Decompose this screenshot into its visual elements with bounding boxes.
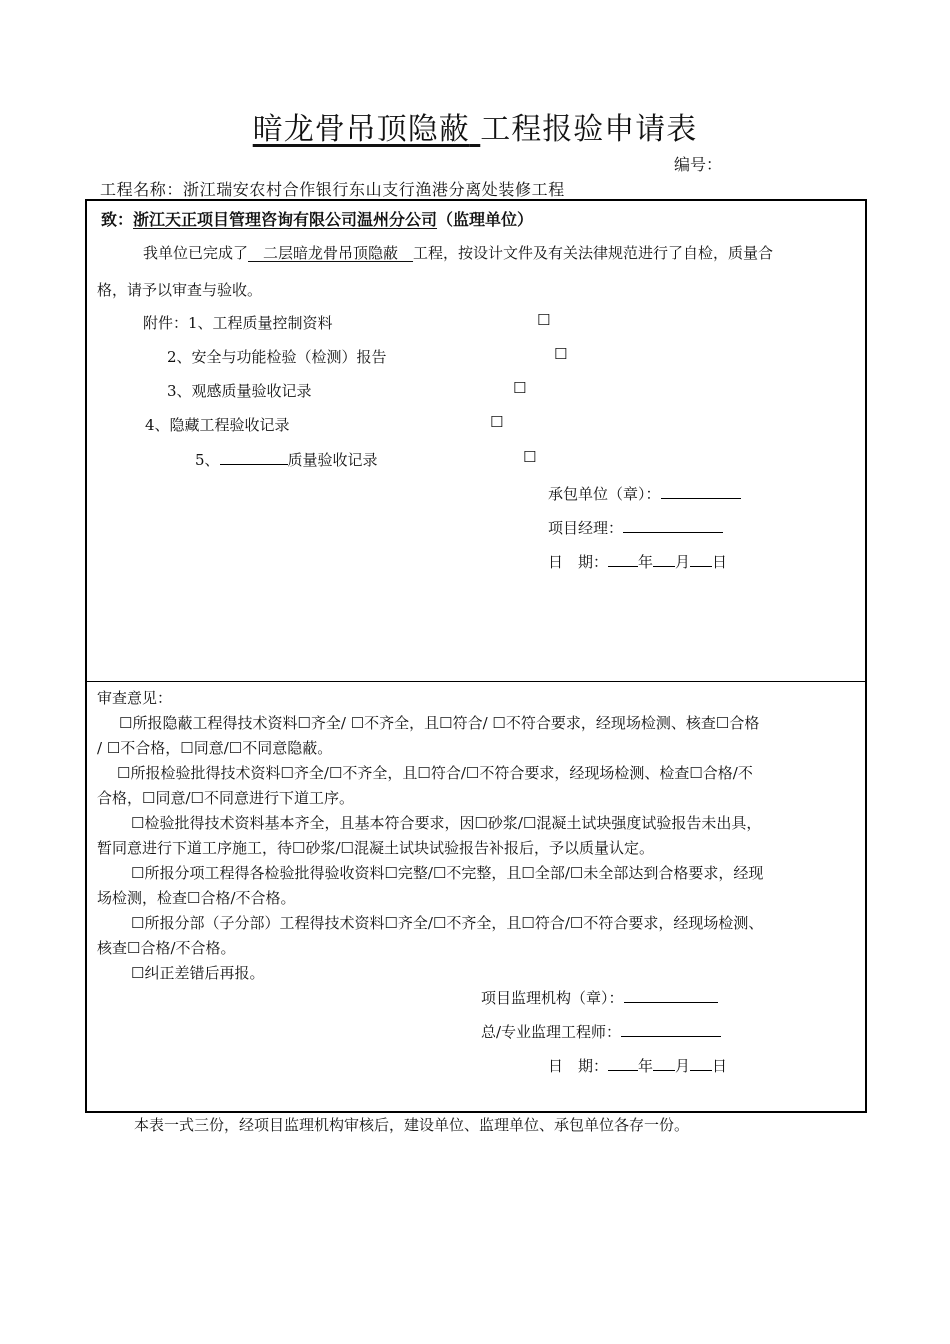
attachment-1: 附件：1、工程质量控制资料: [143, 314, 333, 332]
attachment-5-checkbox[interactable]: ☐: [523, 448, 537, 466]
supervision-org-blank[interactable]: [624, 988, 718, 1003]
contractor-unit-label: 承包单位（章）：: [548, 485, 661, 503]
review-option-5-line-2: 核查☐合格/不合格。: [97, 939, 236, 957]
supervision-org-label: 项目监理机构（章）：: [481, 989, 624, 1007]
review-option-2-line-2: 合格，☐同意/☐不同意进行下道工序。: [97, 789, 354, 807]
attachment-4: 4、隐藏工程验收记录: [145, 416, 290, 434]
contractor-day-blank[interactable]: [690, 552, 712, 567]
project-manager: [548, 517, 723, 538]
contractor-month-label: 月: [675, 553, 691, 571]
contractor-year-blank[interactable]: [608, 552, 638, 567]
contractor-date-label: 日 期：: [548, 553, 609, 571]
review-option-4-line-1: ☐所报分项工程得各检验批得验收资料☐完整/☐不完整，且☐全部/☐未全部达到合格要求，经现: [131, 864, 764, 882]
attachment-3: 3、观感质量验收记录: [167, 382, 312, 400]
review-option-3-line-1: ☐检验批得技术资料基本齐全，且基本符合要求，因☐砂浆/☐混凝土试块强度试验报告未出具，: [131, 814, 762, 832]
attachment-1-checkbox[interactable]: ☐: [537, 311, 551, 329]
contractor-day-label: 日: [712, 553, 728, 571]
review-heading: 审查意见：: [97, 689, 173, 707]
section-divider: [87, 681, 865, 682]
contractor-date: [548, 551, 727, 572]
attachment-2-checkbox[interactable]: ☐: [554, 345, 568, 363]
attachment-5: [195, 449, 378, 470]
contractor-unit-blank[interactable]: [661, 484, 741, 499]
contractor-month-blank[interactable]: [653, 552, 675, 567]
supervisor-month-label: 月: [675, 1057, 691, 1075]
supervisor-day-label: 日: [712, 1057, 728, 1075]
statement-part1: 我单位已完成了: [143, 244, 249, 262]
review-option-6: ☐纠正差错后再报。: [131, 964, 265, 982]
completed-work: __二层暗龙骨吊顶隐蔽__: [248, 244, 414, 262]
review-option-1-line-1: ☐所报隐蔽工程得技术资料☐齐全/ ☐不齐全，且☐符合/ ☐不符合要求，经现场检测、核查☐合格: [119, 714, 760, 732]
recipient-line: [101, 207, 533, 230]
statement-part2: 工程，按设计文件及有关法律规范进行了自检，质量合: [413, 244, 774, 262]
review-option-5-line-1: ☐所报分部（子分部）工程得技术资料☐齐全/☐不齐全，且☐符合/☐不符合要求，经现场检测、: [131, 914, 764, 932]
supervisor-date: [548, 1055, 727, 1076]
statement-line-1: [143, 242, 773, 263]
title-suffix: 工程报验申请表: [480, 112, 698, 147]
supervisor-year-blank[interactable]: [608, 1056, 638, 1071]
recipient-role: （监理单位）: [437, 210, 534, 229]
title-space: [470, 112, 481, 147]
statement-line-2: 格，请予以审查与验收。: [97, 281, 263, 299]
supervision-org: [481, 987, 718, 1008]
form-title: [0, 104, 950, 148]
recipient-company: 浙江天正项目管理咨询有限公司温州分公司: [133, 210, 438, 229]
attachment-5-blank[interactable]: [220, 450, 288, 465]
recipient-prefix: 致：: [101, 210, 134, 229]
review-option-3-line-2: 暂同意进行下道工序施工，待☐砂浆/☐混凝土试块试验报告补报后，予以质量认定。: [97, 839, 654, 857]
attachment-4-checkbox[interactable]: ☐: [490, 413, 504, 431]
attachment-5-prefix: 5、: [195, 451, 220, 469]
review-option-2-line-1: ☐所报检验批得技术资料☐齐全/☐不齐全，且☐符合/☐不符合要求，经现场检测、检查☐合格/不: [117, 764, 753, 782]
supervising-engineer-label: 总/专业监理工程师：: [481, 1023, 622, 1041]
supervising-engineer: [481, 1021, 721, 1042]
review-option-4-line-2: 场检测，检查☐合格/不合格。: [97, 889, 296, 907]
review-option-1-line-2: / ☐不合格，☐同意/☐不同意隐蔽。: [97, 739, 333, 757]
attachment-2: 2、安全与功能检验（检测）报告: [167, 348, 387, 366]
contractor-year-label: 年: [638, 553, 654, 571]
supervising-engineer-blank[interactable]: [621, 1022, 721, 1037]
supervisor-year-label: 年: [638, 1057, 654, 1075]
serial-number-label: 编号：: [674, 155, 723, 174]
footer-note: 本表一式三份，经项目监理机构审核后，建设单位、监理单位、承包单位各存一份。: [134, 1116, 690, 1134]
attachment-3-checkbox[interactable]: ☐: [513, 379, 527, 397]
supervisor-date-label: 日 期：: [548, 1057, 609, 1075]
attachment-5-suffix: 质量验收记录: [287, 451, 378, 469]
contractor-unit: [548, 483, 741, 504]
supervisor-month-blank[interactable]: [653, 1056, 675, 1071]
project-manager-label: 项目经理：: [548, 519, 624, 537]
supervisor-day-blank[interactable]: [690, 1056, 712, 1071]
project-name: 工程名称：浙江瑞安农村合作银行东山支行渔港分离处装修工程: [100, 180, 565, 199]
project-manager-blank[interactable]: [623, 518, 723, 533]
title-main: 暗龙骨吊顶隐蔽: [252, 112, 470, 147]
form-frame: [85, 199, 867, 1113]
